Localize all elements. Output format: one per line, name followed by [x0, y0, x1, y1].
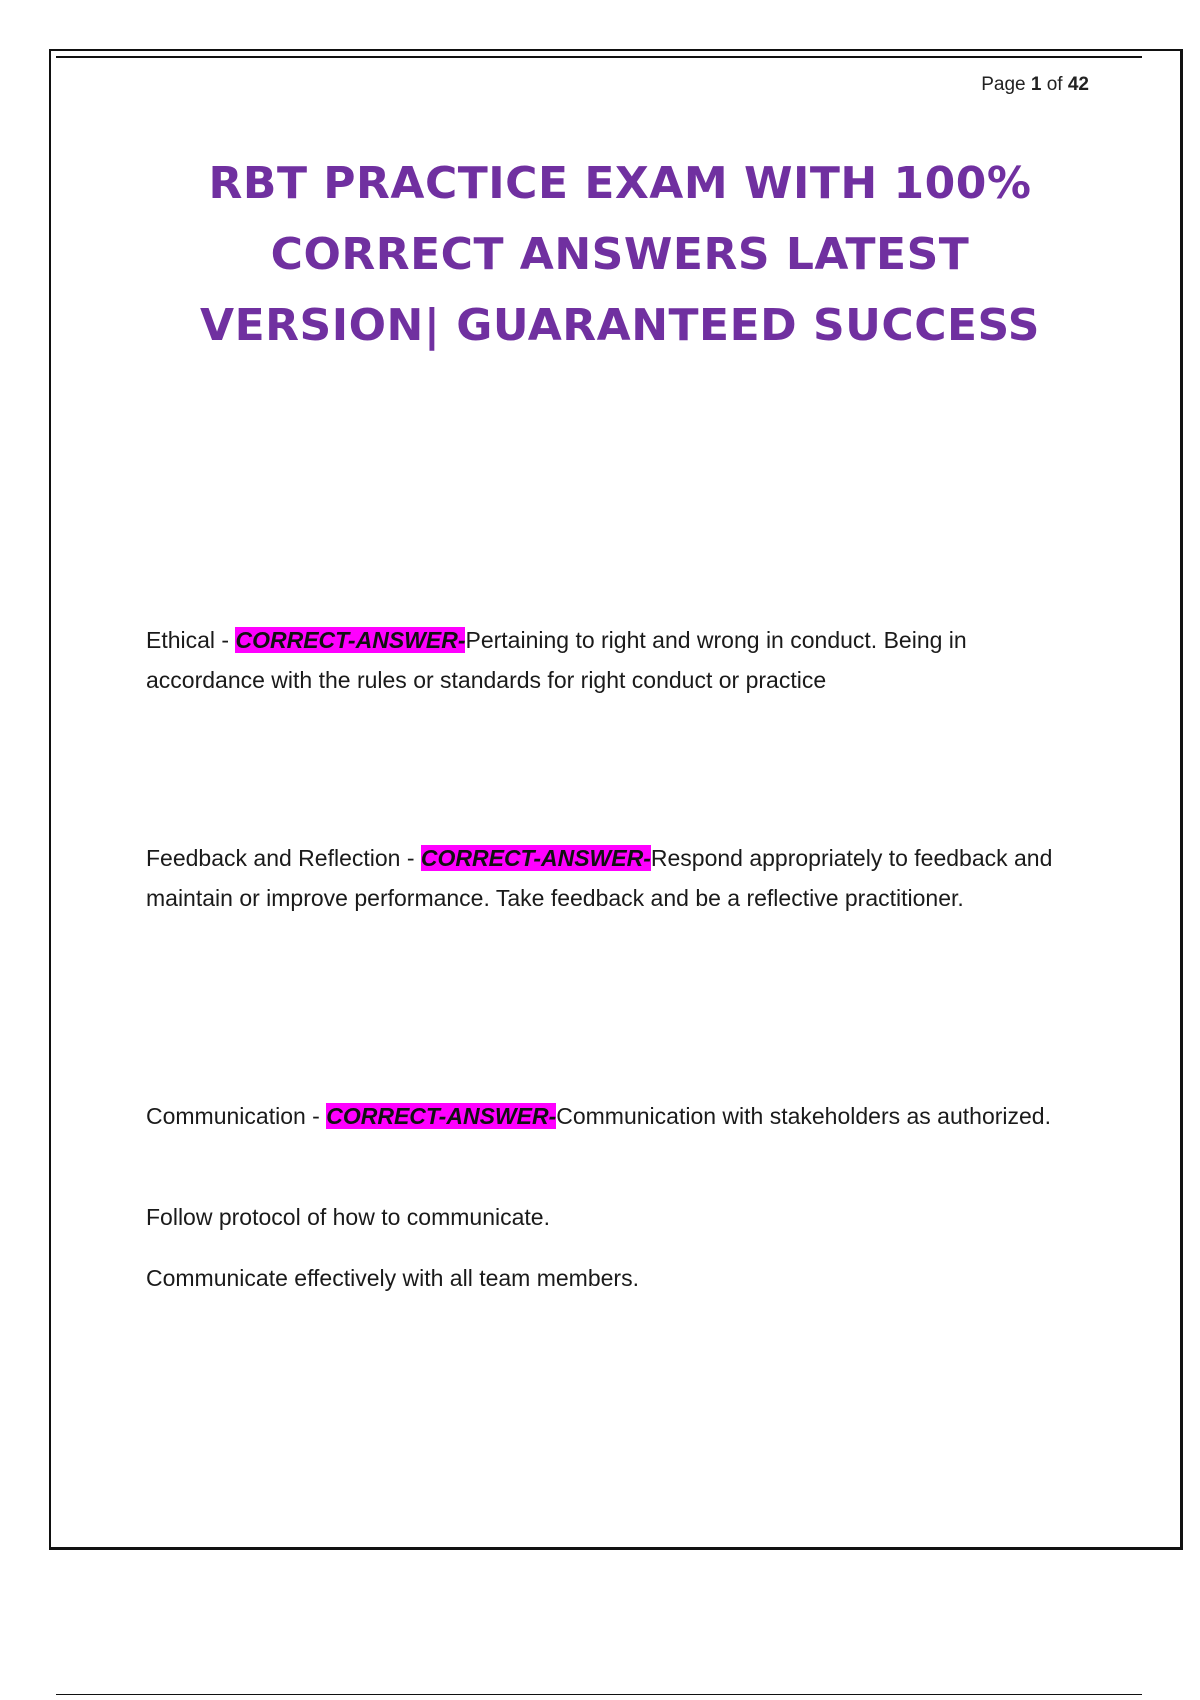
document-title	[130, 148, 1110, 361]
correct-answer-marker: CORRECT-ANSWER-	[235, 627, 466, 653]
entry-feedback-reflection	[146, 838, 1086, 918]
next-page-rule	[56, 1694, 1142, 1695]
correct-answer-marker: CORRECT-ANSWER-	[326, 1103, 557, 1129]
communication-protocol-line: Follow protocol of how to communicate.	[146, 1204, 550, 1230]
page-current: 1	[1030, 74, 1042, 95]
entry-definition: Pertaining to right and wrong in conduct. Being in accordance with the rules or standards for right conduct or practice	[146, 627, 967, 693]
correct-answer-marker: CORRECT-ANSWER-	[420, 845, 651, 871]
page-total: 42	[1067, 74, 1089, 95]
title-line-2: CORRECT ANSWERS LATEST	[270, 229, 970, 280]
communication-team-line: Communicate effectively with all team members.	[146, 1265, 639, 1291]
entry-definition: Respond appropriately to feedback and maintain or improve performance. Take feedback and be a reflective practitioner.	[146, 845, 1053, 911]
page-prefix: Page	[981, 74, 1026, 95]
title-line-3: VERSION| GUARANTEED SUCCESS	[200, 300, 1040, 351]
title-line-1: RBT PRACTICE EXAM WITH 100%	[208, 158, 1032, 209]
page-number	[981, 74, 1089, 96]
entry-term: Feedback and Reflection -	[146, 845, 421, 871]
entry-term: Ethical -	[146, 627, 236, 653]
entry-term: Communication -	[146, 1103, 327, 1129]
entry-communication	[146, 1096, 1086, 1136]
page-of: of	[1046, 74, 1063, 95]
entry-definition: Communication with stakeholders as authorized.	[556, 1103, 1051, 1129]
header-rule	[56, 56, 1142, 58]
entry-ethical	[146, 620, 1086, 700]
